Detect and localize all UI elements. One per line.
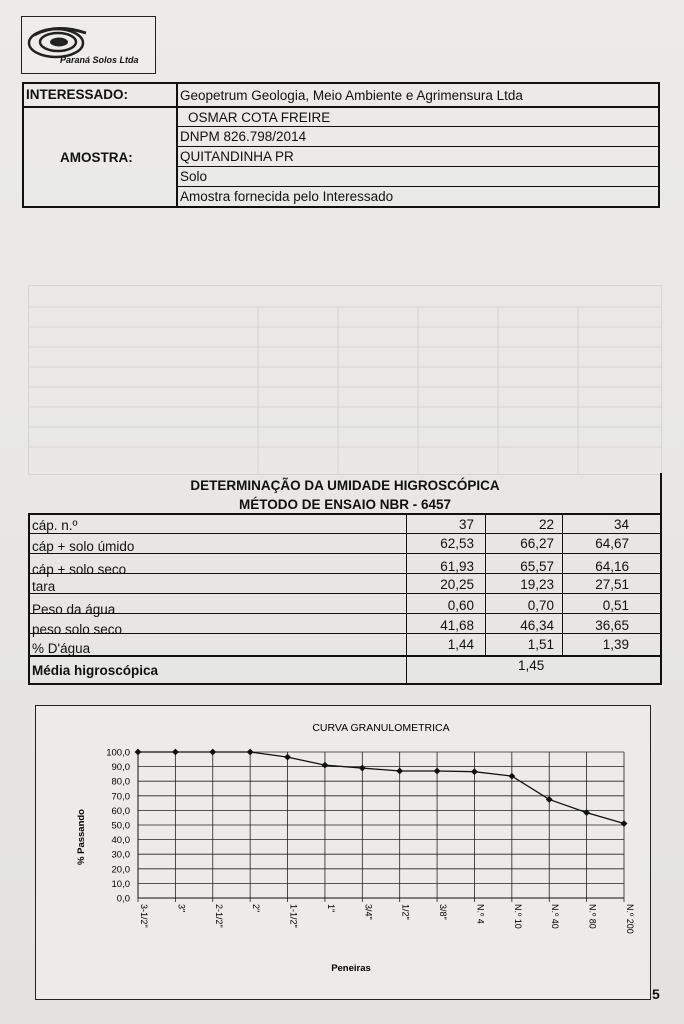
y-tick-label: 20,0 — [111, 864, 130, 876]
value-cell: 64,16 — [595, 559, 629, 574]
x-tick-label: N.º 80 — [587, 904, 598, 929]
y-tick-label: 0,0 — [116, 893, 130, 905]
chart-frame — [35, 705, 651, 1000]
amostra-line: QUITANDINHA PR — [180, 149, 294, 164]
x-tick-label: 2" — [251, 904, 262, 913]
y-tick-label: 10,0 — [111, 878, 130, 890]
x-tick-label: 2-1/2" — [213, 904, 224, 928]
x-tick-label: 3-1/2" — [139, 904, 149, 928]
value-cell: 19,23 — [520, 577, 554, 592]
granulometric-chart — [36, 706, 649, 998]
value-cell: 1,39 — [602, 637, 629, 652]
y-axis-label: % Passando — [76, 809, 87, 865]
interessado-label: INTERESSADO: — [26, 87, 129, 102]
y-tick-label: 80,0 — [111, 776, 130, 788]
x-tick-label: N.º 40 — [550, 904, 561, 929]
data-point — [508, 773, 515, 780]
value-cell: 46,34 — [520, 618, 554, 633]
page-number: 5 — [652, 986, 660, 1002]
y-tick-label: 30,0 — [111, 849, 130, 861]
chart-title: CURVA GRANULOMETRICA — [312, 722, 450, 734]
interessado-value: Geopetrum Geologia, Meio Ambiente e Agrimensura Ltda — [180, 88, 523, 103]
x-axis-label: Peneiras — [331, 963, 371, 974]
data-point — [209, 749, 216, 756]
data-point — [359, 765, 366, 772]
value-cell: 0,60 — [447, 598, 474, 613]
y-tick-label: 100,0 — [106, 747, 130, 759]
data-point — [621, 820, 628, 827]
value-cell: 34 — [613, 517, 629, 532]
value-cell: 1,44 — [447, 637, 474, 652]
row-label: Peso da água — [32, 602, 116, 617]
row-label: % D'água — [32, 641, 91, 656]
y-tick-label: 60,0 — [111, 805, 130, 817]
value-cell: 22 — [538, 517, 554, 532]
humidity-table — [28, 473, 662, 685]
x-tick-label: N.º 200 — [625, 904, 635, 934]
amostra-line: Solo — [180, 169, 208, 184]
data-point — [471, 768, 478, 775]
amostra-line: OSMAR COTA FREIRE — [188, 110, 331, 125]
amostra-line: Amostra fornecida pelo Interessado — [180, 189, 394, 204]
value-cell: 36,65 — [595, 618, 629, 633]
company-logo — [21, 16, 156, 74]
value-cell: 41,68 — [440, 618, 474, 633]
x-tick-label: 3/4" — [363, 904, 374, 920]
show-through-table — [28, 285, 662, 475]
value-cell: 1,51 — [527, 637, 554, 652]
amostra-label: AMOSTRA: — [60, 150, 133, 165]
value-cell: 0,70 — [527, 598, 554, 613]
media-label: Média higroscópica — [32, 663, 159, 678]
y-tick-label: 50,0 — [111, 820, 130, 832]
company-name: Paraná Solos Ltda — [60, 55, 139, 65]
y-tick-label: 90,0 — [111, 762, 130, 774]
sample-info-table — [22, 82, 660, 208]
value-cell: 65,57 — [520, 559, 554, 574]
value-cell: 66,27 — [520, 536, 554, 551]
value-cell: 27,51 — [595, 577, 629, 592]
value-cell: 62,53 — [440, 536, 474, 551]
data-point — [172, 749, 179, 756]
x-tick-label: N.º 4 — [475, 904, 486, 924]
row-label: tara — [32, 579, 56, 594]
row-label: cáp + solo úmido — [32, 539, 135, 554]
y-tick-label: 70,0 — [111, 791, 130, 803]
y-tick-label: 40,0 — [111, 835, 130, 847]
row-label: peso solo seco — [32, 622, 123, 637]
data-point — [322, 762, 329, 769]
row-label: cáp. n.º — [32, 518, 78, 533]
humidity-subtitle: MÉTODO DE ENSAIO NBR - 6457 — [238, 497, 452, 512]
value-cell: 37 — [458, 517, 474, 532]
amostra-line: DNPM 826.798/2014 — [180, 129, 307, 144]
data-point — [434, 768, 441, 775]
series-line — [138, 752, 624, 824]
data-point — [396, 768, 403, 775]
x-tick-label: N.º 10 — [512, 904, 523, 929]
x-tick-label: 3/8" — [438, 904, 449, 920]
value-cell: 0,51 — [602, 598, 629, 613]
data-point — [247, 749, 254, 756]
data-point — [135, 749, 142, 756]
humidity-title: DETERMINAÇÃO DA UMIDADE HIGROSCÓPICA — [190, 478, 500, 493]
x-tick-label: 1/2" — [400, 904, 411, 920]
value-cell: 64,67 — [595, 536, 629, 551]
row-label: cáp + solo seco — [32, 562, 127, 577]
value-cell: 61,93 — [440, 559, 474, 574]
value-cell: 20,25 — [440, 577, 474, 592]
data-point — [546, 796, 553, 803]
x-tick-label: 1" — [325, 904, 336, 913]
x-tick-label: 1-1/2" — [288, 904, 299, 928]
x-tick-label: 3" — [176, 904, 187, 913]
media-value: 1,45 — [518, 658, 545, 673]
data-point — [284, 754, 291, 761]
